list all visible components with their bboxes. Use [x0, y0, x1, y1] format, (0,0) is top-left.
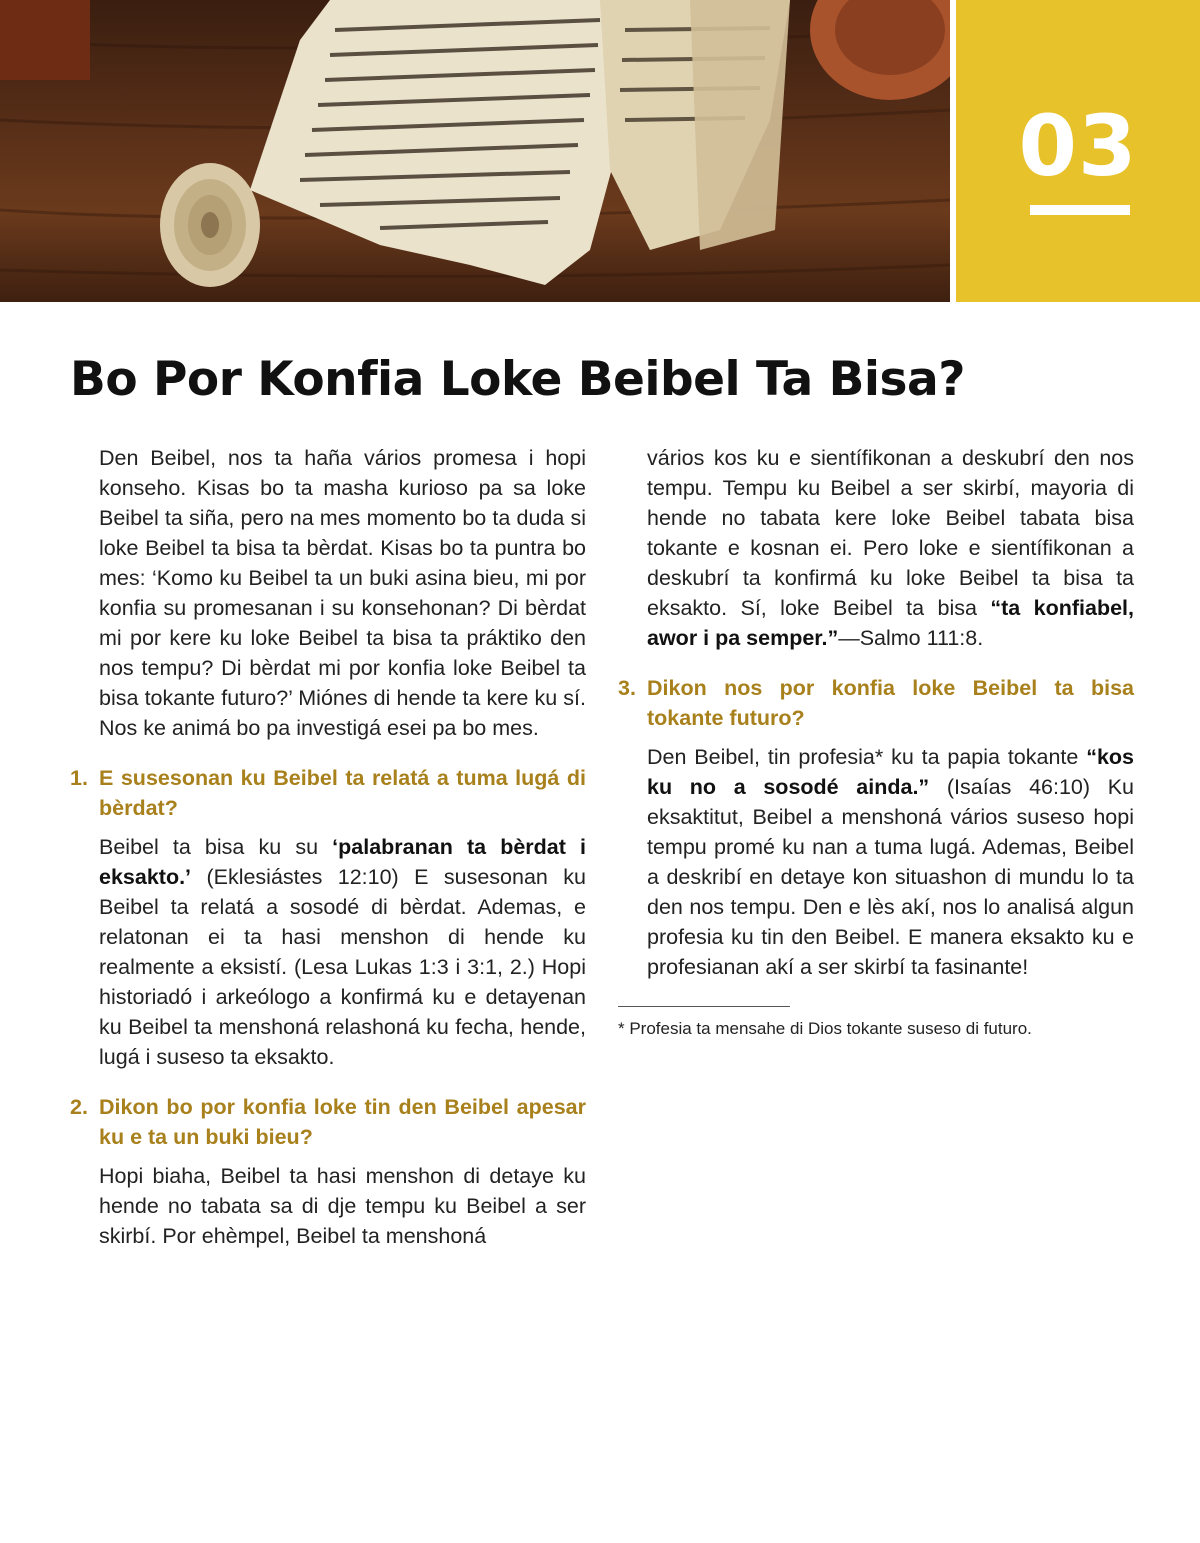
section-2-answer-part-1: Hopi biaha, Beibel ta hasi menshon di detaye ku hende no tabata sa di dje tempu ku Beibel a ser skirbí. Por ehèmpel, Beibel ta menshoná: [99, 1164, 586, 1248]
lesson-number-underline: [1030, 205, 1130, 215]
section-3-quote: “kos ku no a sosodé ainda.”: [647, 745, 1134, 799]
section-2-answer-part-2: [618, 443, 1134, 653]
intro-paragraph: Den Beibel, nos ta haña vários promesa i hopi konseho. Kisas bo ta masha kurioso pa sa loke Beibel ta siña, pero na mes momento bo ta duda si loke Beibel ta bisa ta bèrdat. Kisas bo ta puntra bo mes: ‘Komo ku Beibel ta un buki asina bieu, mi por konfia su promesanan i su konsehonan? Di bèrdat mi por kere ku loke Beibel ta bisa ta práktiko den nos tempu? Di bèrdat mi por konfia loke Beibel ta bisa tokante futuro?’ Miónes di hende ta kere ku sí. Nos ke animá bo pa investigá esei pa bo mes.: [99, 446, 586, 740]
lesson-number: 03: [1018, 97, 1138, 195]
section-2-question: [70, 1092, 586, 1152]
section-1-number: 1.: [70, 766, 88, 790]
section-1-question-text: E susesonan ku Beibel ta relatá a tuma lugá di bèrdat?: [99, 766, 586, 820]
section-3-question-text: Dikon nos por konfia loke Beibel ta bisa tokante futuro?: [647, 676, 1134, 730]
section-2-question-text: Dikon bo por konfia loke tin den Beibel apesar ku e ta un buki bieu?: [99, 1095, 586, 1149]
footnote: * Profesia ta mensahe di Dios tokante suseso di futuro.: [618, 1019, 1032, 1038]
section-1-answer: [70, 832, 586, 1072]
section-1-quote: ‘palabranan ta bèrdat i eksakto.’: [99, 835, 586, 889]
section-3-answer: [618, 742, 1134, 982]
lesson-number-box: [956, 0, 1200, 302]
header-image: [0, 0, 950, 302]
section-3-number: 3.: [618, 676, 636, 700]
right-column: [618, 443, 1134, 1041]
section-1-text-before: Beibel ta bisa ku su: [99, 835, 333, 859]
section-2-citation: —Salmo 111:8.: [838, 626, 984, 650]
section-3-text-after: (Isaías 46:10) Ku eksaktitut, Beibel a menshoná vários suseso hopi tempu promé ku nan a tuma lugá. Ademas, Beibel a deskribí en detaye kon situashon di mundu lo ta den nos tempu. Den e lès akí, nos lo analisá algun profesia ku tin den Beibel. E manera eksakto ku e profesianan akí a ser skirbí ta fasinante!: [647, 775, 1135, 979]
section-1-text-after: (Eklesiástes 12:10) E susesonan ku Beibel ta relatá a sosodé di bèrdat. Ademas, e relatonan ei ta hasi menshon di hende ku realmente a eksistí. (Lesa Lukas 1:3 i 3:1, 2.) Hopi historiadó i arkeólogo a konfirmá ku e detayenan ku Beibel ta menshoná relashoná ku fecha, hende, lugá i suseso ta eksakto.: [99, 865, 586, 1069]
section-3-text-before: Den Beibel, tin profesia* ku ta papia tokante: [647, 745, 1087, 769]
section-1-question: [70, 763, 586, 823]
section-2-number: 2.: [70, 1095, 88, 1119]
page-title: Bo Por Konfia Loke Beibel Ta Bisa?: [70, 352, 965, 407]
section-3-question: [618, 673, 1134, 733]
left-column: [70, 443, 586, 1251]
section-2-quote: “ta konfiabel, awor i pa semper.”: [647, 596, 1134, 650]
section-2-text-before: vários kos ku e sientífikonan a deskubrí den nos tempu. Tempu ku Beibel a ser skirbí, mayoria di hende no tabata kere loke Beibel tabata bisa tokante e kosnan ei. Pero loke e sientífikonan a deskubrí ta konfirmá ku loke Beibel ta bisa ta eksakto. Sí, loke Beibel ta bisa: [647, 446, 1134, 620]
footnote-divider: [618, 1006, 790, 1007]
